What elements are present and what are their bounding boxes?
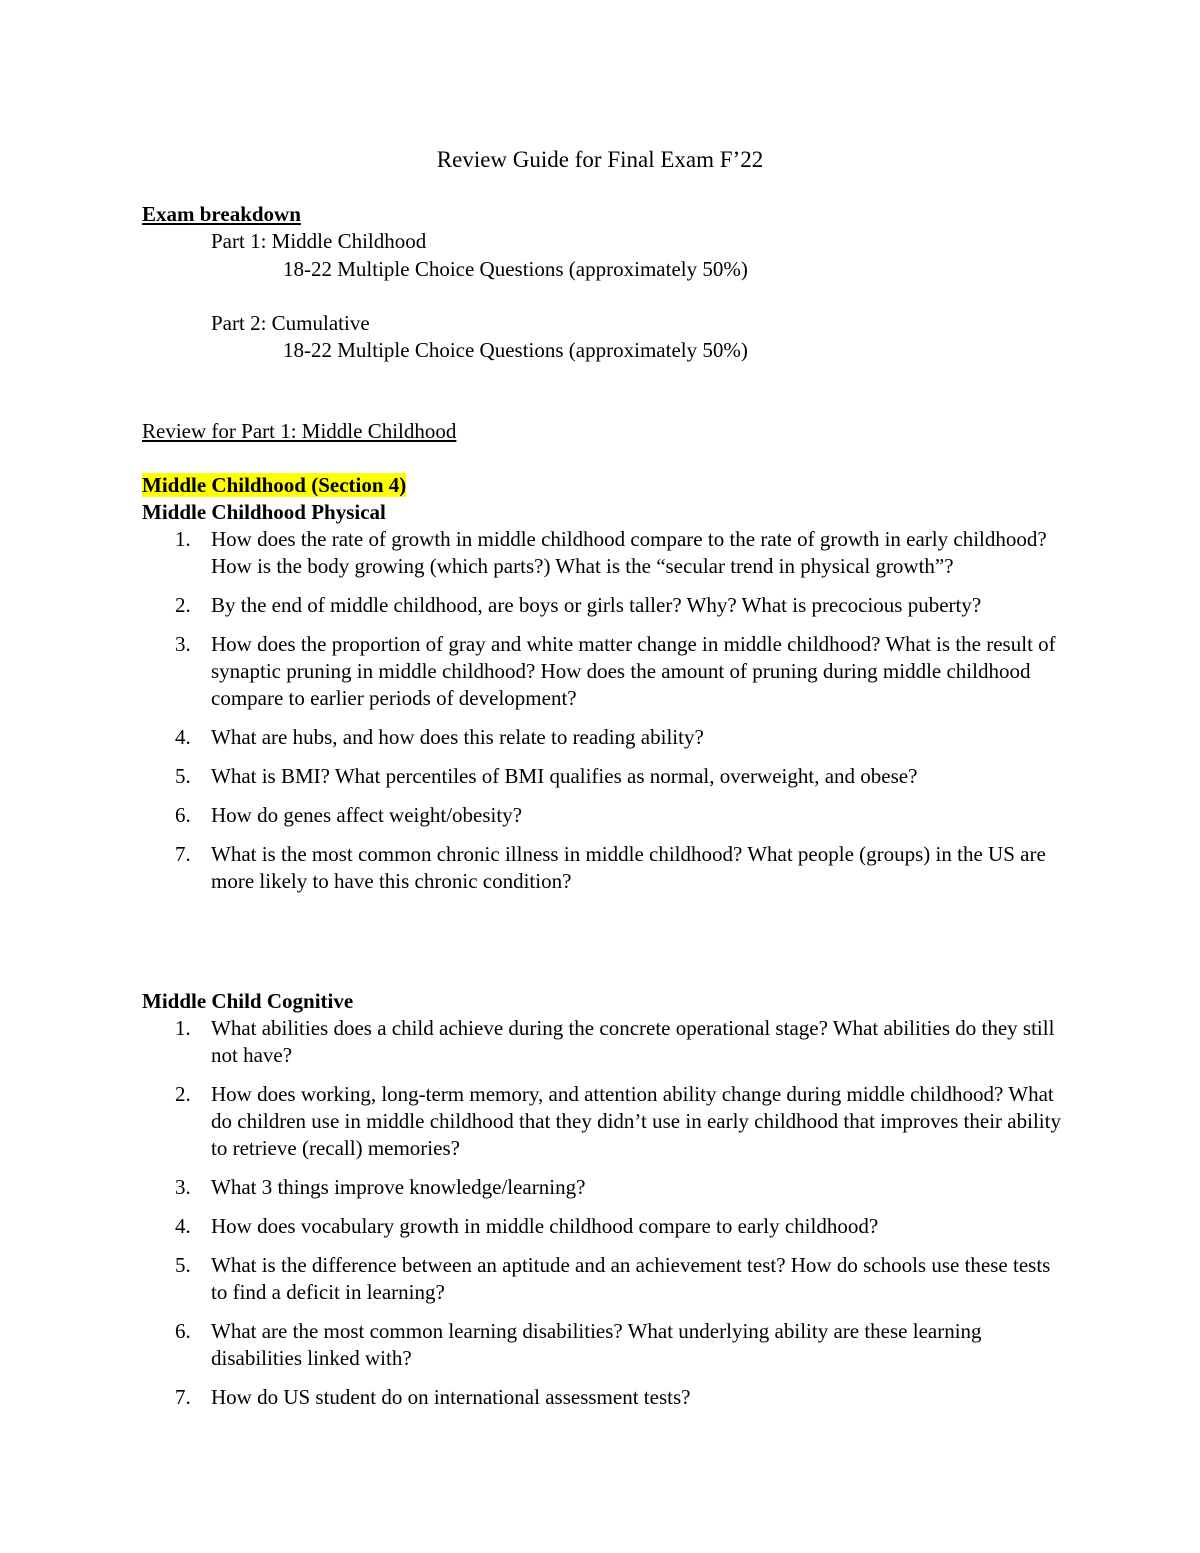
list-item-number: 2. [175, 593, 191, 617]
list-item-number: 5. [175, 1253, 191, 1277]
list-item [142, 1081, 1062, 1162]
list-item [142, 841, 1062, 895]
list-item-text: What 3 things improve knowledge/learning? [211, 1175, 586, 1199]
physical-question-list [142, 526, 1062, 907]
cognitive-heading: Middle Child Cognitive [142, 989, 354, 1013]
list-item-text: What is the difference between an aptitude and an achievement test? How do schools use these tests to find a deficit in learning? [211, 1253, 1051, 1304]
list-item-text: What are hubs, and how does this relate to reading ability? [211, 725, 704, 749]
list-item [142, 1213, 1062, 1240]
list-item [142, 802, 1062, 829]
list-item-number: 1. [175, 1016, 191, 1040]
list-item-text: How does the proportion of gray and white matter change in middle childhood? What is the result of synaptic pruning in middle childhood? How does the amount of pruning during middle childhood compare to earlier periods of development? [211, 632, 1056, 710]
section-heading [142, 472, 406, 499]
list-item [142, 631, 1062, 712]
list-item-text: How do genes affect weight/obesity? [211, 803, 523, 827]
list-item-text: How does vocabulary growth in middle childhood compare to early childhood? [211, 1214, 879, 1238]
list-item-number: 2. [175, 1082, 191, 1106]
review-part1-heading: Review for Part 1: Middle Childhood [142, 419, 457, 443]
list-item-number: 6. [175, 803, 191, 827]
list-item [142, 1174, 1062, 1201]
list-item [142, 1384, 1062, 1411]
list-item [142, 1318, 1062, 1372]
document-title: Review Guide for Final Exam F’22 [436, 147, 764, 172]
list-item [142, 592, 1062, 619]
list-item-number: 7. [175, 1385, 191, 1409]
list-item-text: How do US student do on international assessment tests? [211, 1385, 691, 1409]
list-item-number: 1. [175, 527, 191, 551]
list-item-text: How does working, long-term memory, and attention ability change during middle childhood? What do children use in middle childhood that they didn’t use in early childhood that improves their ability to retrieve (recall) memories? [211, 1082, 1061, 1160]
list-item-number: 4. [175, 725, 191, 749]
list-item-number: 3. [175, 1175, 191, 1199]
list-item [142, 1015, 1062, 1069]
list-item-text: What are the most common learning disabilities? What underlying ability are these learning disabilities linked with? [211, 1319, 982, 1370]
physical-heading: Middle Childhood Physical [142, 500, 386, 524]
list-item-number: 4. [175, 1214, 191, 1238]
part2-label: Part 2: Cumulative [211, 311, 370, 335]
list-item-text: By the end of middle childhood, are boys or girls taller? Why? What is precocious puberty? [211, 593, 982, 617]
part1-detail: 18-22 Multiple Choice Questions (approximately 50%) [283, 257, 748, 281]
list-item-text: What is BMI? What percentiles of BMI qualifies as normal, overweight, and obese? [211, 764, 918, 788]
list-item [142, 1252, 1062, 1306]
list-item-number: 3. [175, 632, 191, 656]
list-item-number: 7. [175, 842, 191, 866]
list-item-number: 6. [175, 1319, 191, 1343]
list-item-number: 5. [175, 764, 191, 788]
list-item [142, 724, 1062, 751]
list-item-text: How does the rate of growth in middle childhood compare to the rate of growth in early childhood? How is the body growing (which parts?) What is the “secular trend in physical growth”? [211, 527, 1047, 578]
list-item-text: What abilities does a child achieve during the concrete operational stage? What abilities do they still not have? [211, 1016, 1055, 1067]
list-item-text: What is the most common chronic illness in middle childhood? What people (groups) in the US are more likely to have this chronic condition? [211, 842, 1046, 893]
exam-breakdown-heading: Exam breakdown [142, 202, 301, 226]
list-item [142, 526, 1062, 580]
part1-label: Part 1: Middle Childhood [211, 229, 427, 253]
part2-detail: 18-22 Multiple Choice Questions (approximately 50%) [283, 338, 748, 362]
cognitive-question-list [142, 1015, 1062, 1423]
section-heading-highlight: Middle Childhood (Section 4) [142, 473, 407, 497]
list-item [142, 763, 1062, 790]
